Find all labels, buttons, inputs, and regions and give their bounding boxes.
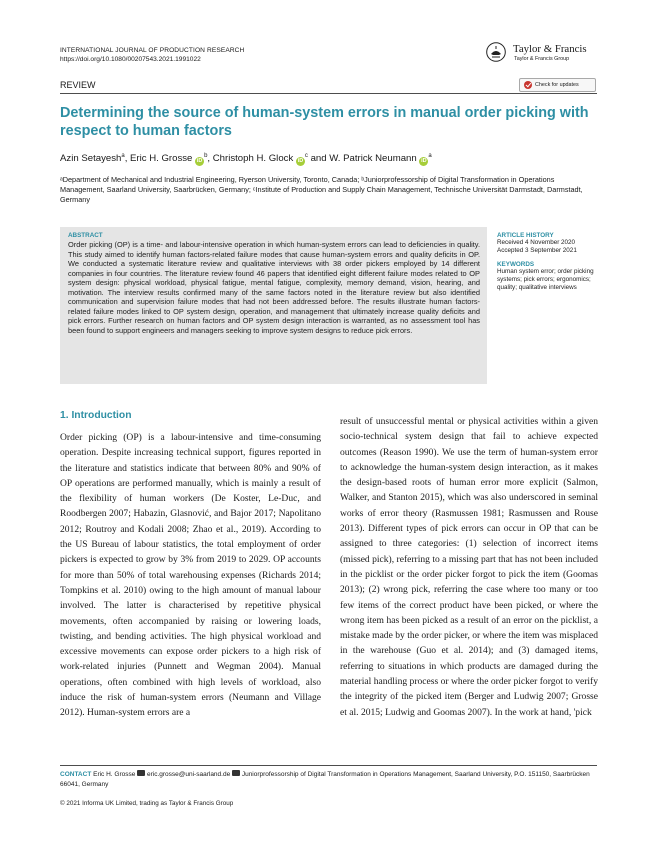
- section-heading: 1. Introduction: [60, 410, 132, 421]
- keywords-heading: KEYWORDS: [497, 261, 535, 269]
- check-for-updates-button[interactable]: [519, 78, 596, 92]
- orcid-icon[interactable]: iD: [196, 158, 203, 165]
- footer-divider: [60, 765, 597, 766]
- author-name[interactable]: , Eric H. Grosse: [124, 153, 196, 165]
- checkmark-icon: [524, 81, 532, 89]
- received-date: Received 4 November 2020: [497, 239, 576, 246]
- affiliation-marker: a: [121, 153, 125, 159]
- body-column-right: result of unsuccessful mental or physical activities within a given socio-technical system design that fail to achieve expected outcomes (Reason 1990). We use the term of human-system error to acknowledge the human-system design interaction, as it makes the design-based roots of human error more explicit (Salmon, Walker, and Stanton 2015), which was also underscored in seminal works of error theory (Rasmussen 1981; Rasmussen and Rouse 2013). Different types of pick errors can occur in OP that can be assigned to three categories: (1) selection of incorrect items (missed pick), referring to a missing part that has not been included in the picklist or the order picker forgot to pick the item (Goomas 2013); (2) wrong pick, referring the case where too many or too few items of the correct product have been picked, or where the wrong item has been picked as a result of an error on the picklist, a mistake made by the order picker, or where the item was misplaced in the warehouse (Guo et al. 2014); and (3) damaged items, referring to situations in which products are damaged during the material handling process or where the order picker forgot to verify the integrity of the picked item (Berger and Ludwig 2007; Grosse et al. 2015; Ludwig and Goomas 2007). In the work at hand, 'pick: [340, 416, 598, 718]
- orcid-icon[interactable]: iD: [297, 158, 304, 165]
- contact-email[interactable]: eric.grosse@uni-saarland.de: [147, 771, 231, 778]
- address-icon: [232, 770, 240, 776]
- header-divider: [60, 93, 597, 94]
- email-icon: [137, 770, 145, 776]
- article-title: Determining the source of human-system errors in manual order picking with respect to human factors: [60, 105, 589, 139]
- body-column-left: Order picking (OP) is a labour-intensive and time-consuming operation. Despite increasing technical support, figures reported in the literature and statistics indicate that between 80% and 90% of OP operations are performed manually, which is mainly a result of the flexibility of human workers (De Koster, Le-Duc, and Roodbergen 2007; Habazin, Glasnović, and Bajor 2017; Napolitano 2012; Routroy and Kodali 2008; Zhao et al., 2019). According to the US Bureau of labour statistics, the total employment of order pickers is expected to grow by 3% from 2019 to 2029. OP accounts for more than 50% of total warehousing expenses (Richards 2014; Tompkins et al. 2010) owing to the high amount of manual labour involved. The latter is characterised by repetitive physical movements, often accompanied by raising or lowering loads, twisting, and bending activities. The high physical workload and excessive movements can expose order pickers to a high risk of work-related injuries (Punnett and Wegman 2004). Manual operations, often combined with high levels of workload, also induce the risk of human-system errors (Neumann and Village 2012). Human-system errors are a: [60, 432, 321, 719]
- affiliations: ᵃDepartment of Mechanical and Industrial Engineering, Ryerson University, Toronto, Canada; ᵇJuniorprofessorship of Digital Transformation in Operations Management, Saarland University, Saarbrücken, Germany; ᶜInstitute of Production and Supply Chain Management, Technische Universität Darmstadt, Darmstadt, Germany: [60, 175, 583, 205]
- author-name[interactable]: , Christoph H. Glock: [207, 153, 296, 165]
- contact-name: Eric H. Grosse: [93, 771, 136, 778]
- affiliation-marker: a: [428, 153, 432, 159]
- contact-label: CONTACT: [60, 771, 92, 778]
- publisher-group: Taylor & Francis Group: [514, 56, 570, 62]
- article-info-sidebar: [497, 232, 597, 292]
- affiliation-marker: b: [204, 153, 208, 159]
- check-updates-label: Check for updates: [535, 82, 579, 88]
- author-name[interactable]: Azin Setayesh: [60, 153, 122, 165]
- contact-address: Juniorprofessorship of Digital Transformation in Operations Management, Saarland University, P.O. 151150, Saarbrücken 66041, Germany: [60, 771, 590, 789]
- publisher-lamp-icon: [486, 42, 506, 62]
- publisher-logo: [486, 42, 596, 66]
- article-history-heading: ARTICLE HISTORY: [497, 232, 554, 239]
- journal-name: INTERNATIONAL JOURNAL OF PRODUCTION RESEARCH: [60, 47, 245, 54]
- author-list: [60, 153, 432, 166]
- publisher-name: Taylor & Francis: [513, 43, 587, 55]
- abstract-text: Order picking (OP) is a time- and labour-intensive operation in which human-system errors can lead to deficiencies in quality. This study aimed to identify human factors-related failure modes that cause human-system errors and quality deficits in OP. We conducted a systematic literature review and qualitative interviews with 38 order pickers employed by 14 different companies in four countries. The literature review found 46 papers that identified eight different failure modes related to OP system design: physical workload, physical fatigue, mental fatigue, complexity, memory demand, vision, hearing, and motivation. The interview results confirmed many of the same factors noted in the literature review but also identified communication and supervision failure modes that had not been addressed before. The results illustrate human factors-related failure modes linked to OP system design, operation, and management that ultimately increase quality deficits and pick errors. Further research on human factors and OP system design interaction is warranted, as no assessment tool has been found to support engineers and managers seeking to improve system designs to reduce pick errors.: [68, 240, 480, 335]
- keywords-list: Human system error; order picking systems; pick errors; ergonomics; quality; qualitative interviews: [497, 268, 594, 292]
- affiliation-marker: c: [304, 153, 308, 159]
- accepted-date: Accepted 3 September 2021: [497, 247, 577, 255]
- orcid-icon[interactable]: iD: [421, 158, 427, 165]
- contact-info: [60, 770, 600, 790]
- article-type-label: REVIEW: [60, 80, 96, 90]
- abstract-heading: ABSTRACT: [68, 232, 103, 239]
- doi-link[interactable]: https://doi.org/10.1080/00207543.2021.1991022: [60, 56, 201, 63]
- author-name[interactable]: and W. Patrick Neumann: [307, 153, 420, 165]
- copyright-notice: © 2021 Informa UK Limited, trading as Taylor & Francis Group: [60, 800, 234, 807]
